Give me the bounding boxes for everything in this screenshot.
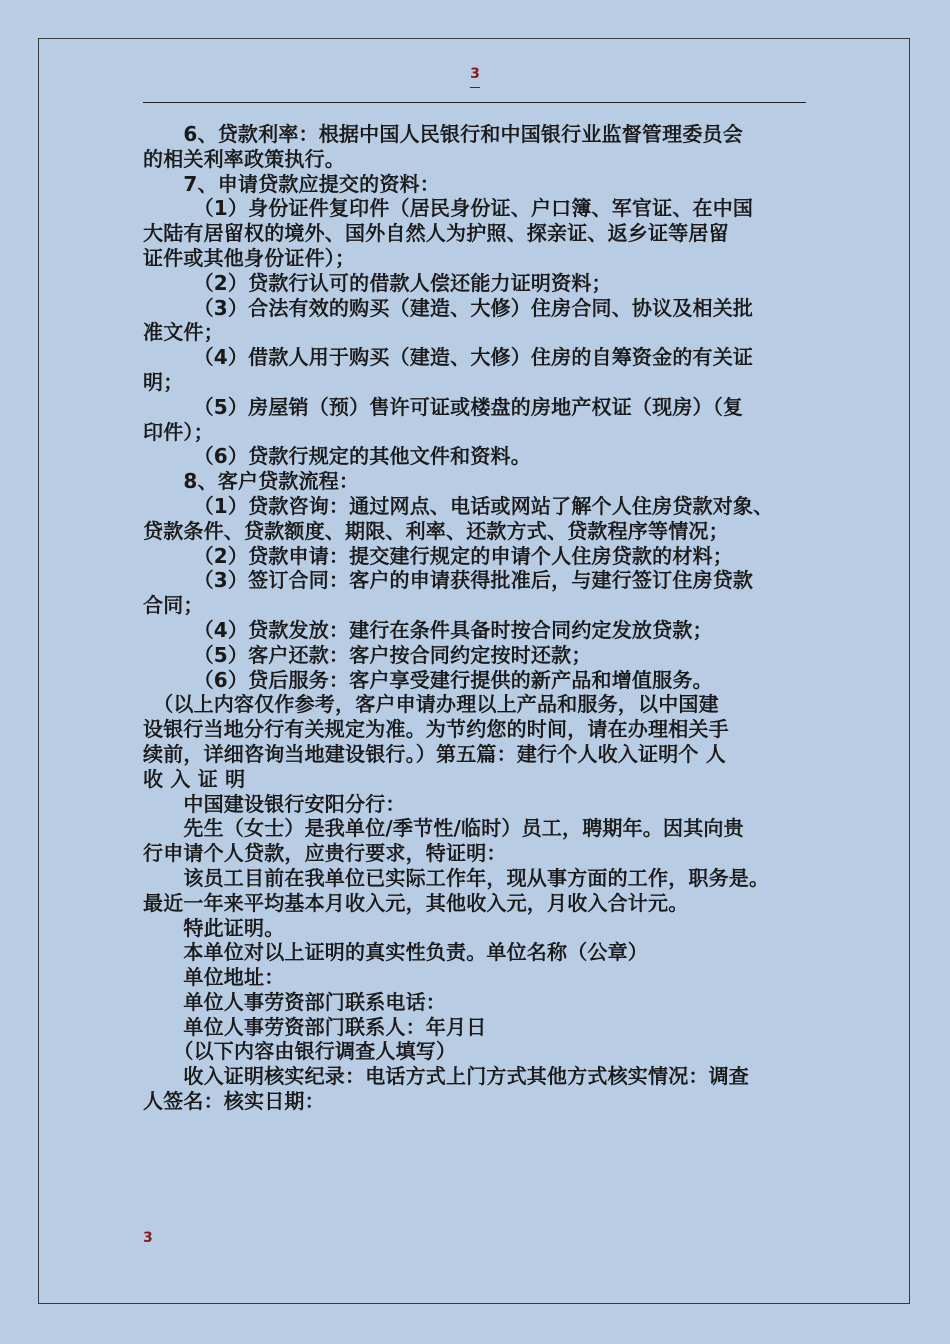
text-line: 8、客户贷款流程： <box>143 469 360 494</box>
text-line: （4）借款人用于购买（建造、大修）住房的自筹资金的有关证 <box>143 345 754 370</box>
text-line: （2）贷款申请：提交建行规定的申请个人住房贷款的材料； <box>143 543 733 568</box>
text-line: 7、申请贷款应提交的资料： <box>143 171 440 196</box>
text-line: 续前，详细咨询当地建设银行。）第五篇：建行个人收入证明个 人 <box>143 741 726 766</box>
text-line: 中国建设银行安阳分行： <box>143 791 406 816</box>
text-line: 收入证明核实纪录：电话方式上门方式其他方式核实情况：调查 <box>143 1064 749 1089</box>
text-line: 先生（女士）是我单位/季节性/临时）员工，聘期年。因其向贵 <box>143 816 744 841</box>
text-line: 人签名：核实日期： <box>143 1089 325 1114</box>
footer-page-number: 3 <box>143 1230 153 1246</box>
text-line: （3）签订合同：客户的申请获得批准后，与建行签订住房贷款 <box>143 568 754 593</box>
text-line: （以上内容仅作参考，客户申请办理以上产品和服务，以中国建 <box>143 692 719 717</box>
text-line: 特此证明。 <box>143 915 285 940</box>
text-line: 的相关利率政策执行。 <box>143 146 345 171</box>
text-line: （1）贷款咨询：通过网点、电话或网站了解个人住房贷款对象、 <box>143 493 774 518</box>
text-line: 6、贷款利率：根据中国人民银行和中国银行业监督管理委员会 <box>143 122 743 146</box>
text-line: 行申请个人贷款，应贵行要求，特证明： <box>143 841 507 866</box>
text-line: 单位人事劳资部门联系电话： <box>143 989 446 1014</box>
text-line: （4）贷款发放：建行在条件具备时按合同约定发放贷款； <box>143 617 713 642</box>
text-line: 证件或其他身份证件）； <box>143 245 356 270</box>
text-line: 本单位对以上证明的真实性负责。单位名称（公章） <box>143 940 648 965</box>
header-rule <box>143 102 806 103</box>
header-number-underline <box>470 87 480 88</box>
text-line: （1）身份证件复印件（居民身份证、户口簿、军官证、在中国 <box>143 196 754 221</box>
text-line: （3）合法有效的购买（建造、大修）住房合同、协议及相关批 <box>143 295 754 320</box>
text-line: 单位地址： <box>143 965 285 990</box>
text-line: 准文件； <box>143 320 224 345</box>
text-line: （6）贷后服务：客户享受建行提供的新产品和增值服务。 <box>143 667 713 692</box>
text-line: 合同； <box>143 593 204 618</box>
text-line: 单位人事劳资部门联系人：年月日 <box>143 1014 487 1039</box>
text-line: 最近一年来平均基本月收入元，其他收入元，月收入合计元。 <box>143 890 689 915</box>
text-line: （5）客户还款：客户按合同约定按时还款； <box>143 642 592 667</box>
text-line: 收 入 证 明 <box>143 766 246 791</box>
document-body <box>143 122 813 1114</box>
text-line: 印件）； <box>143 419 214 444</box>
text-line: 明； <box>143 369 184 394</box>
text-line: 贷款条件、贷款额度、期限、利率、还款方式、贷款程序等情况； <box>143 518 729 543</box>
text-line: 大陆有居留权的境外、国外自然人为护照、探亲证、返乡证等居留 <box>143 221 729 246</box>
text-line: 该员工目前在我单位已实际工作年，现从事方面的工作，职务是。 <box>143 865 770 890</box>
text-line: 设银行当地分行有关规定为准。为节约您的时间，请在办理相关手 <box>143 717 729 742</box>
header-page-number: 3 <box>470 66 480 82</box>
text-line: （以下内容由银行调查人填写） <box>143 1039 457 1064</box>
text-line: （5）房屋销（预）售许可证或楼盘的房地产权证（现房）（复 <box>143 394 744 419</box>
text-line: （2）贷款行认可的借款人偿还能力证明资料； <box>143 270 612 295</box>
text-line: （6）贷款行规定的其他文件和资料。 <box>143 444 531 469</box>
